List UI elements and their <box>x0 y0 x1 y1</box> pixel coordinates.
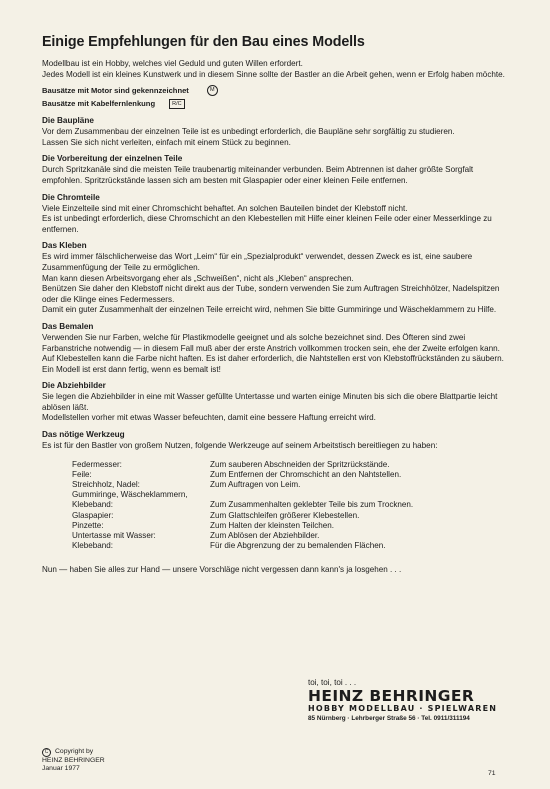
section-heading-vorbereitung: Die Vorbereitung der einzelnen Teile <box>42 154 183 164</box>
brand-subtitle: HOBBY MODELLBAU · SPIELWAREN <box>308 704 498 713</box>
paragraph: Verwenden Sie nur Farben, welche für Plastikmodelle geeignet und als solche bezeichnet sind. Des Öfteren sind zwei Farbanstriche notwendig — in diesem Fall muß aber der erste Anstrich vollkommen trocken sein, ehe der Zweite erfolgen kann. <box>42 332 500 353</box>
tool-use: Zum Auftragen von Leim. <box>210 480 301 490</box>
table-row <box>72 470 413 480</box>
tool-use: Zum Halten der kleinsten Teilchen. <box>210 520 335 530</box>
tool-use: Zum Entfernen der Chromschicht an den Nahtstellen. <box>210 469 402 479</box>
paragraph: Durch Spritzkanäle sind die meisten Teile traubenartig miteinander verbunden. Beim Abtrennen ist daher größte Sorgfalt empfohlen. Spritzrückstände lassen sich am besten mit Glaspapier oder einer kleinen Feile entfernen. <box>42 165 474 185</box>
copyright-icon: C <box>42 748 51 757</box>
table-row <box>72 531 413 541</box>
tool-name: Klebeband: <box>72 541 113 551</box>
copyright-line-2: HEINZ BEHRINGER <box>42 757 105 764</box>
copyright-block <box>42 748 105 772</box>
table-row <box>72 460 413 470</box>
signature-toi: toi, toi, toi . . . <box>308 678 357 687</box>
section-heading-chromteile: Die Chromteile <box>42 192 100 202</box>
legend-cable <box>42 97 514 110</box>
tool-name: Pinzette: <box>72 520 104 530</box>
paragraph: Modellstellen vorher mit etwas Wasser befeuchten, damit eine bessere Haftung erreicht wird. <box>42 413 376 423</box>
section-heading-werkzeug: Das nötige Werkzeug <box>42 430 125 440</box>
closing-line: Nun — haben Sie alles zur Hand — unsere Vorschläge nicht vergessen dann kann's ja losgehen . . . <box>42 565 402 575</box>
copyright-line-3: Januar 1977 <box>42 764 80 772</box>
paragraph: Sie legen die Abziehbilder in eine mit Wasser gefüllte Untertasse und warten einige Minuten bis sich die obere Blattpartie leicht ablösen läßt. <box>42 392 498 412</box>
tool-name: Untertasse mit Wasser: <box>72 531 156 541</box>
paragraph: Benützen Sie daher den Klebstoff nicht direkt aus der Tube, sondern verwenden Sie zum Auftragen Streichhölzer, Nadelspitzen oder die Klinge eines Federmessers. <box>42 284 500 304</box>
tool-use: Zum Zusammenhalten geklebter Teile bis zum Trocknen. <box>210 500 414 510</box>
legend-motor-label: Bausätze mit Motor sind gekennzeichnet <box>42 86 189 96</box>
brand-logo: HEINZ BEHRINGER <box>308 687 475 705</box>
tool-use: Für die Abgrenzung der zu bemalenden Flächen. <box>210 541 386 551</box>
paragraph: Viele Einzelteile sind mit einer Chromschicht behaftet. An solchen Bauteilen bindet der Klebstoff nicht. <box>42 203 408 213</box>
tool-name: Gummiringe, Wäscheklammern, Klebeband: <box>72 490 188 510</box>
copyright-line-1: Copyright by <box>55 748 94 755</box>
section-heading-bemalen: Das Bemalen <box>42 321 94 331</box>
tool-use: Zum Ablösen der Abziehbilder. <box>210 531 320 541</box>
signature-block <box>308 678 518 723</box>
tool-name: Streichholz, Nadel: <box>72 480 140 490</box>
paragraph: Man kann diesen Arbeitsvorgang eher als „Schweißen“, nicht als „Kleben“ ansprechen. <box>42 273 354 283</box>
paragraph: Es ist für den Bastler von großem Nutzen, folgende Werkzeuge auf seinem Arbeitstisch bereitliegen zu haben: <box>42 441 438 451</box>
motor-symbol-icon: M <box>207 85 218 96</box>
tool-name: Federmesser: <box>72 459 122 469</box>
tool-name: Feile: <box>72 469 92 479</box>
table-row <box>72 521 413 531</box>
table-row <box>72 541 413 551</box>
paragraph: Auf Klebestellen kann die Farbe nicht haften. Es ist daher erforderlich, die Nahtstellen erst von Klebstoffrückständen zu säubern. <box>42 354 504 364</box>
intro-line-2: Jedes Modell ist ein kleines Kunstwerk und in diesem Sinne sollte der Bastler an die Arbeit gehen, wenn er Erfolg haben möchte. <box>42 69 505 79</box>
table-row <box>72 480 413 490</box>
page-title: Einige Empfehlungen für den Bau eines Modells <box>42 34 365 50</box>
brand-address: 85 Nürnberg · Lehrberger Straße 56 · Tel. 0911/311194 <box>308 715 470 722</box>
paragraph: Es wird immer fälschlicherweise das Wort „Leim“ für ein „Spezialprodukt“ verwendet, dessen Zweck es ist, eine saubere Zusammenfügung der Teile zu ermöglichen. <box>42 252 473 272</box>
tools-table <box>72 460 413 552</box>
rc-symbol-icon: R/C <box>169 99 184 109</box>
section-heading-kleben: Das Kleben <box>42 241 87 251</box>
section-heading-bauplaene: Die Baupläne <box>42 116 94 126</box>
section-heading-abziehbilder: Die Abziehbilder <box>42 381 106 391</box>
paragraph: Vor dem Zusammenbau der einzelnen Teile ist es unbedingt erforderlich, die Baupläne sehr sorgfältig zu studieren. <box>42 127 455 137</box>
tool-use: Zum Glattschleifen größerer Klebestellen. <box>210 510 360 520</box>
paragraph: Es ist unbedingt erforderlich, diese Chromschicht an den Klebestellen mit Hilfe einer kleinen Feile oder einer Messerklinge zu entfernen. <box>42 214 492 234</box>
intro-line-1: Modellbau ist ein Hobby, welches viel Geduld und guten Willen erfordert. <box>42 59 303 68</box>
paragraph: Ein Modell ist erst dann fertig, wenn es bemalt ist! <box>42 364 221 374</box>
legend-cable-label: Bausätze mit Kabelfernlenkung <box>42 99 156 109</box>
paragraph: Damit ein guter Zusammenhalt der einzelnen Teile erreicht wird, nehmen Sie bitte Gummiringe und Wäscheklammern zu Hilfe. <box>42 305 497 315</box>
paragraph: Lassen Sie sich nicht verleiten, einfach mit einem Stück zu beginnen. <box>42 137 291 147</box>
page-number: 71 <box>488 770 496 777</box>
table-row <box>72 511 413 521</box>
tool-use: Zum sauberen Abschneiden der Spritzrückstände. <box>210 459 390 469</box>
document-body <box>42 34 514 576</box>
table-row <box>72 490 413 510</box>
tool-name: Glaspapier: <box>72 510 114 520</box>
legend-motor <box>42 84 514 97</box>
